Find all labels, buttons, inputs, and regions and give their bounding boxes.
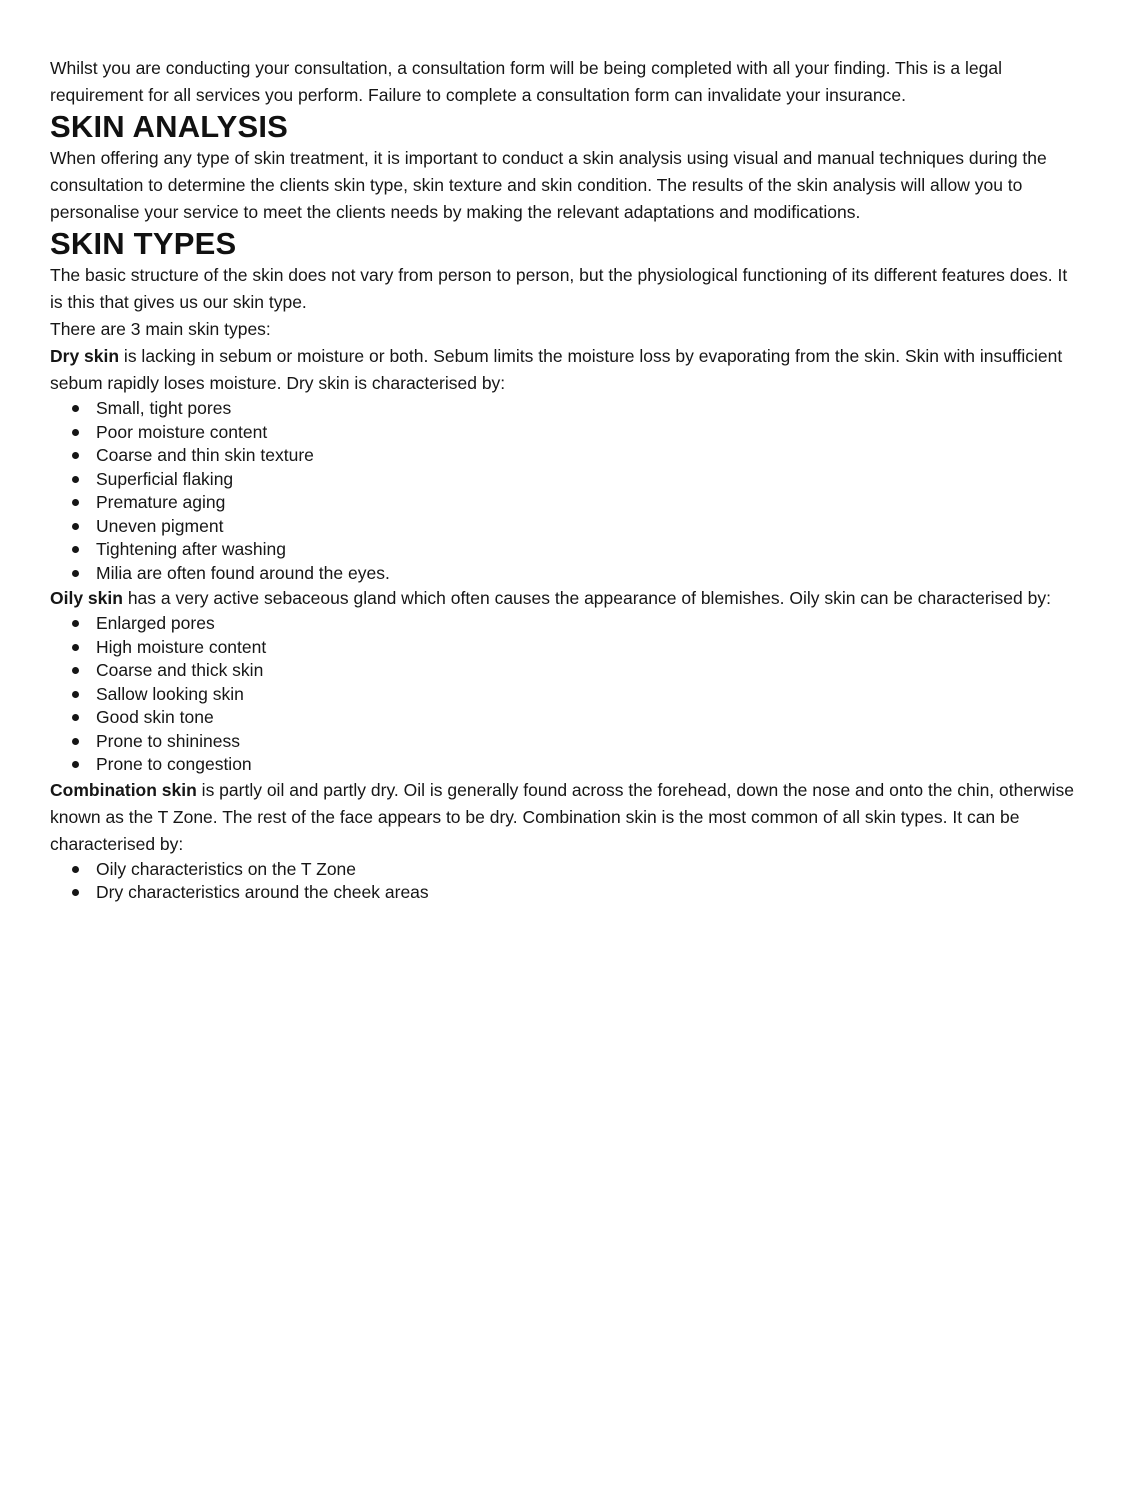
combination-skin-paragraph <box>50 777 1081 858</box>
list-item: High moisture content <box>72 636 1081 660</box>
skin-analysis-heading: SKIN ANALYSIS <box>50 109 289 144</box>
dry-skin-paragraph <box>50 343 1081 397</box>
combination-skin-text: is partly oil and partly dry. Oil is generally found across the forehead, down the nose and onto the chin, otherwise known as the T Zone. The rest of the face appears to be dry. Combination skin is the most common of all skin types. It can be characterised by: <box>50 779 1074 854</box>
skin-analysis-paragraph: When offering any type of skin treatment, it is important to conduct a skin analysis using visual and manual techniques during the consultation to determine the clients skin type, skin texture and skin condition. The results of the skin analysis will allow you to personalise your service to meet the clients needs by making the relevant adaptations and modifications. <box>50 148 1047 222</box>
list-item: Uneven pigment <box>72 515 1081 539</box>
list-item: Coarse and thick skin <box>72 659 1081 683</box>
list-item: Poor moisture content <box>72 421 1081 445</box>
oily-skin-text: has a very active sebaceous gland which often causes the appearance of blemishes. Oily skin can be characterised by: <box>122 588 1051 608</box>
list-item: Oily characteristics on the T Zone <box>72 858 1081 882</box>
list-item: Dry characteristics around the cheek areas <box>72 881 1081 905</box>
list-item: Prone to congestion <box>72 753 1081 777</box>
oily-skin-term: Oily skin <box>50 588 123 608</box>
list-item: Premature aging <box>72 491 1081 515</box>
dry-skin-bullet-list <box>50 397 1081 585</box>
dry-skin-term: Dry skin <box>50 346 120 366</box>
list-item: Enlarged pores <box>72 612 1081 636</box>
list-item: Coarse and thin skin texture <box>72 444 1081 468</box>
list-item: Tightening after washing <box>72 538 1081 562</box>
list-item: Milia are often found around the eyes. <box>72 562 1081 586</box>
intro-paragraph: Whilst you are conducting your consultation, a consultation form will be being completed with all your finding. This is a legal requirement for all services you perform. Failure to complete a consultation form can invalidate your insurance. <box>50 58 1002 105</box>
combination-skin-term: Combination skin <box>50 779 197 800</box>
skin-types-paragraph: The basic structure of the skin does not vary from person to person, but the physiological functioning of its different features does. It is this that gives us our skin type. <box>50 265 1068 312</box>
list-item: Sallow looking skin <box>72 683 1081 707</box>
skin-types-heading: SKIN TYPES <box>50 226 237 261</box>
list-item: Good skin tone <box>72 706 1081 730</box>
dry-skin-text: is lacking in sebum or moisture or both. Sebum limits the moisture loss by evaporating from the skin. Skin with insufficient sebum rapidly loses moisture. Dry skin is characterised by: <box>50 346 1063 393</box>
list-item: Superficial flaking <box>72 468 1081 492</box>
skin-types-count-line: There are 3 main skin types: <box>50 319 271 339</box>
list-item: Prone to shininess <box>72 730 1081 754</box>
oily-skin-bullet-list <box>50 612 1081 777</box>
list-item: Small, tight pores <box>72 397 1081 421</box>
combination-skin-bullet-list <box>50 858 1081 905</box>
oily-skin-paragraph <box>50 585 1081 612</box>
